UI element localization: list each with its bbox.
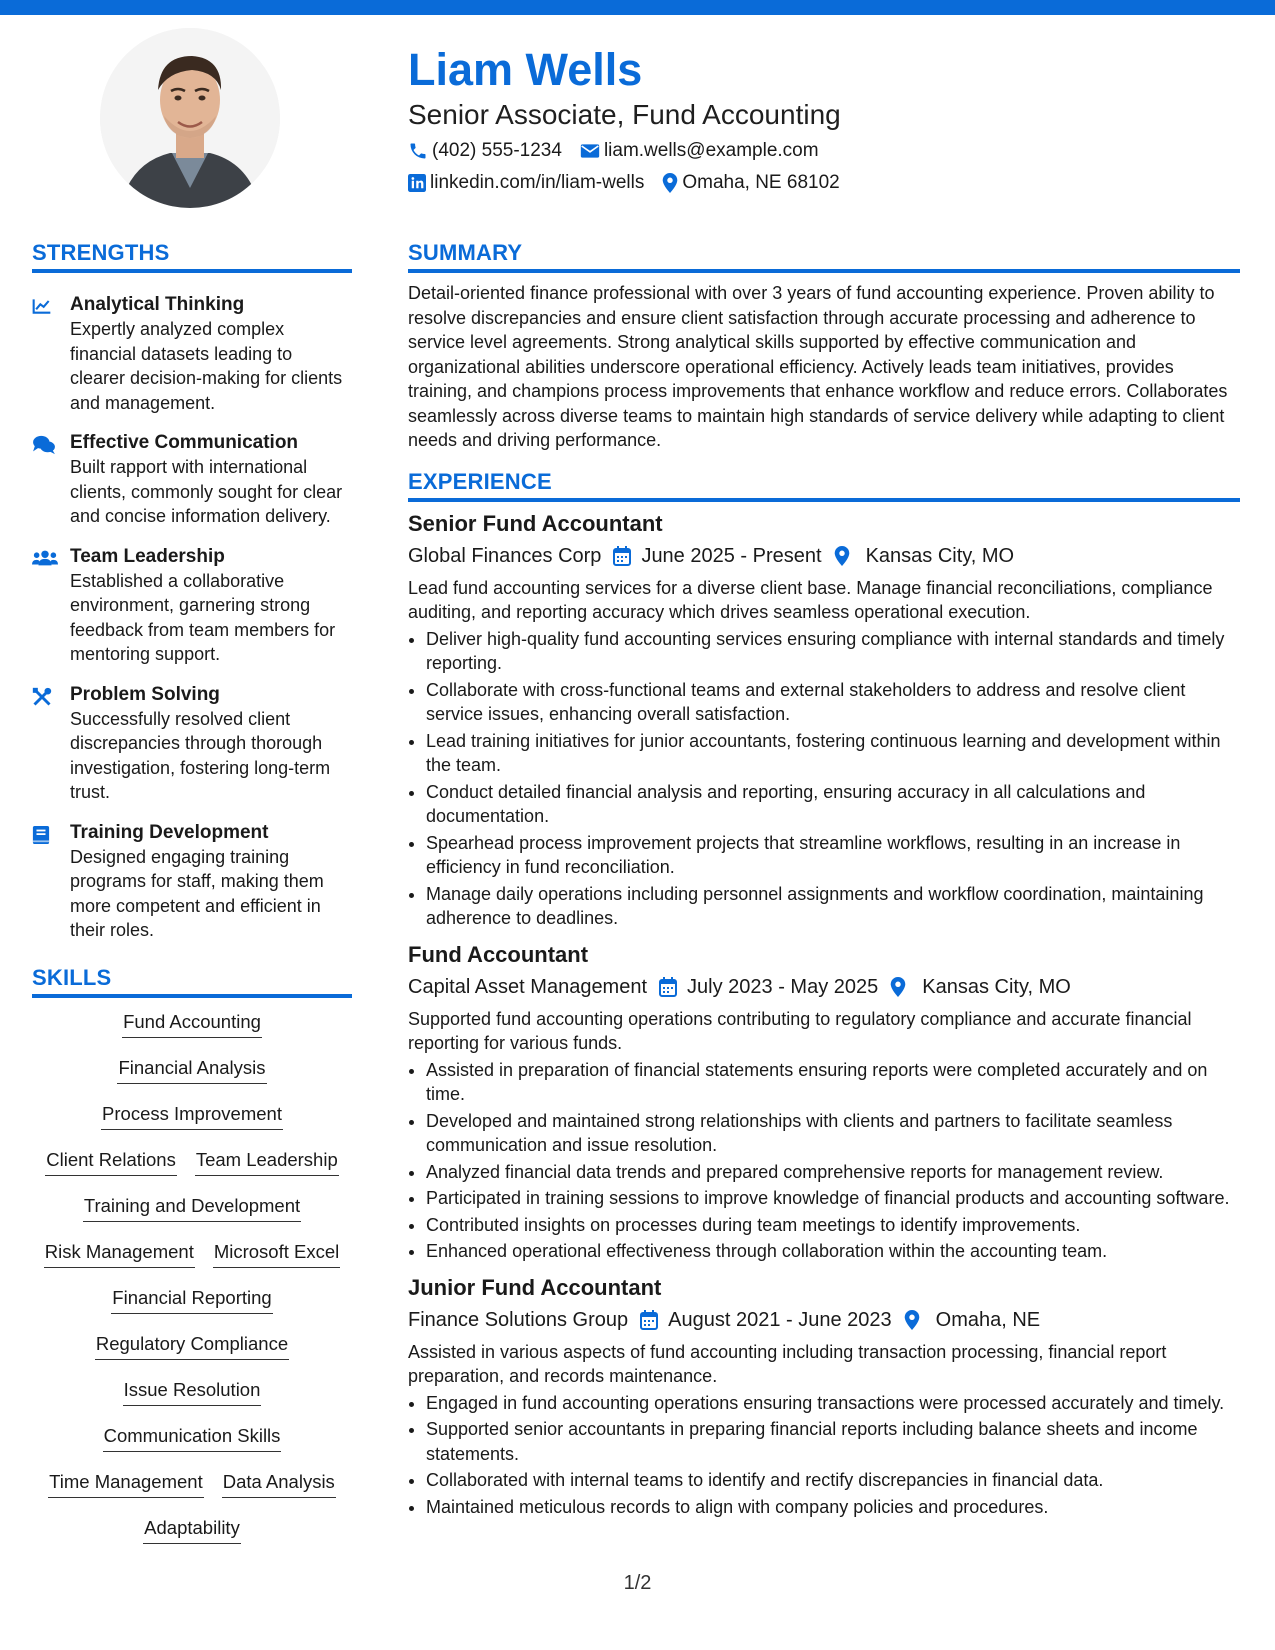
skill-tag: Risk Management bbox=[44, 1240, 195, 1268]
strength-item bbox=[32, 683, 352, 805]
phone-icon bbox=[408, 141, 428, 161]
job-bullet: • Contributed insights on processes during team meetings to identify improvements. bbox=[426, 1213, 1240, 1238]
skill-tag: Financial Reporting bbox=[111, 1286, 272, 1314]
strength-desc: Designed engaging training programs for staff, making them more competent and efficient in their roles. bbox=[70, 846, 324, 940]
strength-desc: Established a collaborative environment, garnering strong feedback from team members for mentoring support. bbox=[70, 570, 336, 664]
job-description: Assisted in various aspects of fund accounting including transaction processing, financial report preparation, and records maintenance. bbox=[408, 1341, 1167, 1386]
map-pin-icon bbox=[662, 173, 678, 193]
skill-tag: Adaptability bbox=[143, 1516, 241, 1544]
comments-icon bbox=[32, 435, 56, 455]
job-bullet: • Collaborated with internal teams to identify and rectify discrepancies in financial data. bbox=[426, 1468, 1240, 1493]
company-name: Finance Solutions Group bbox=[408, 1308, 629, 1331]
job-dates: July 2023 - May 2025 bbox=[687, 975, 879, 998]
strengths-heading: STRENGTHS bbox=[32, 240, 352, 273]
skill-tag: Microsoft Excel bbox=[213, 1240, 340, 1268]
job-entry bbox=[408, 1274, 1240, 1520]
location-contact bbox=[662, 170, 839, 196]
job-entry bbox=[408, 510, 1240, 931]
skill-tag: Issue Resolution bbox=[123, 1378, 262, 1406]
job-bullet: • Enhanced operational effectiveness through collaboration within the accounting team. bbox=[426, 1239, 1240, 1264]
email-contact[interactable] bbox=[580, 138, 819, 164]
strength-desc: Built rapport with international clients, commonly sought for clear and concise information delivery. bbox=[70, 457, 343, 526]
job-description: Supported fund accounting operations contributing to regulatory compliance and accurate financial reporting for various funds. bbox=[408, 1008, 1192, 1053]
resume-header bbox=[408, 42, 1248, 196]
job-bullet: • Collaborate with cross-functional teams and external stakeholders to address and resolve client service issues, enhancing overall satisfaction. bbox=[426, 678, 1240, 727]
users-icon bbox=[32, 549, 58, 567]
phone-text: (402) 555-1234 bbox=[432, 140, 562, 161]
strength-title: Problem Solving bbox=[70, 683, 220, 705]
skill-tag: Data Analysis bbox=[222, 1470, 336, 1498]
skill-tag: Process Improvement bbox=[101, 1102, 283, 1130]
left-column bbox=[32, 240, 352, 1562]
job-dates: August 2021 - June 2023 bbox=[668, 1308, 892, 1331]
candidate-title: Senior Associate, Fund Accounting bbox=[408, 99, 841, 130]
job-meta bbox=[408, 542, 1240, 570]
job-title: Junior Fund Accountant bbox=[408, 1274, 662, 1300]
strength-title: Team Leadership bbox=[70, 545, 225, 567]
skills-list bbox=[32, 1010, 352, 1562]
linkedin-text: linkedin.com/in/liam-wells bbox=[430, 172, 645, 193]
tools-icon bbox=[32, 687, 52, 707]
strength-item bbox=[32, 431, 352, 529]
strength-item bbox=[32, 293, 352, 415]
map-pin-icon bbox=[834, 546, 850, 566]
job-bullet: • Manage daily operations including personnel assignments and workflow coordination, maintaining adherence to deadlines. bbox=[426, 882, 1240, 931]
job-bullet: • Supported senior accountants in preparing financial reports including balance sheets and income statements. bbox=[426, 1417, 1240, 1466]
job-bullet: • Maintained meticulous records to align with company policies and procedures. bbox=[426, 1495, 1240, 1520]
job-dates: June 2025 - Present bbox=[641, 544, 822, 567]
linkedin-icon bbox=[408, 174, 426, 192]
job-bullet: • Conduct detailed financial analysis and reporting, ensuring accuracy in all calculations and documentation. bbox=[426, 780, 1240, 829]
skill-tag: Fund Accounting bbox=[122, 1010, 262, 1038]
skill-tag: Communication Skills bbox=[103, 1424, 282, 1452]
linkedin-contact[interactable] bbox=[408, 170, 644, 196]
book-icon bbox=[32, 825, 50, 845]
job-title: Senior Fund Accountant bbox=[408, 510, 663, 536]
right-column bbox=[408, 240, 1240, 1529]
summary-text: Detail-oriented finance professional with over 3 years of fund accounting experience. Proven ability to resolve discrepancies and ensure client satisfaction through accurate processing and adherence to service level agreements. Strong analytical skills supported by effective communication and organizational abilities underscore operational efficiency. Actively leads team initiatives, provides training, and champions process improvements that enhance workflow and reduce errors. Collaborates seamlessly across diverse teams to maintain high standards of service delivery while adapting to client needs and driving performance. bbox=[408, 283, 1228, 450]
skill-tag: Client Relations bbox=[45, 1148, 177, 1176]
top-accent-bar bbox=[0, 0, 1275, 15]
job-bullet: • Engaged in fund accounting operations ensuring transactions were processed accurately and timely. bbox=[426, 1391, 1240, 1416]
job-description: Lead fund accounting services for a diverse client base. Manage financial reconciliations, compliance auditing, and reporting accuracy which drives seamless operational execution. bbox=[408, 577, 1213, 622]
job-title: Fund Accountant bbox=[408, 941, 589, 967]
strength-desc: Expertly analyzed complex financial datasets leading to clearer decision-making for clients and management. bbox=[70, 319, 343, 413]
candidate-name: Liam Wells bbox=[408, 44, 643, 95]
job-bullet: • Spearhead process improvement projects that streamline workflows, resulting in an increase in efficiency in fund reconciliation. bbox=[426, 831, 1240, 880]
envelope-icon bbox=[580, 143, 600, 159]
skill-tag: Regulatory Compliance bbox=[95, 1332, 289, 1360]
job-bullets bbox=[408, 1058, 1240, 1264]
experience-heading: EXPERIENCE bbox=[408, 469, 1240, 502]
job-meta bbox=[408, 973, 1240, 1001]
summary-heading: SUMMARY bbox=[408, 240, 1240, 273]
email-text: liam.wells@example.com bbox=[603, 140, 819, 161]
calendar-icon bbox=[659, 977, 677, 997]
skill-tag: Training and Development bbox=[83, 1194, 301, 1222]
calendar-icon bbox=[640, 1310, 658, 1330]
job-bullet: • Deliver high-quality fund accounting services ensuring compliance with internal standards and timely reporting. bbox=[426, 627, 1240, 676]
skill-tag: Team Leadership bbox=[195, 1148, 339, 1176]
skill-tag: Time Management bbox=[48, 1470, 204, 1498]
contact-row-1 bbox=[408, 138, 1248, 164]
job-bullet: • Participated in training sessions to improve knowledge of financial products and accounting software. bbox=[426, 1186, 1240, 1211]
strength-title: Analytical Thinking bbox=[70, 294, 245, 315]
skill-tag: Financial Analysis bbox=[117, 1056, 266, 1084]
experience-list bbox=[408, 510, 1240, 1520]
job-meta bbox=[408, 1306, 1240, 1334]
job-bullet: • Analyzed financial data trends and prepared comprehensive reports for management review. bbox=[426, 1160, 1240, 1185]
location-text: Omaha, NE 68102 bbox=[682, 172, 840, 193]
page-number: 1/2 bbox=[623, 1572, 652, 1594]
contact-row-2 bbox=[408, 170, 1248, 196]
profile-photo bbox=[100, 28, 280, 208]
job-entry bbox=[408, 941, 1240, 1264]
map-pin-icon bbox=[890, 977, 906, 997]
job-location: Kansas City, MO bbox=[922, 975, 1071, 998]
job-bullets bbox=[408, 627, 1240, 931]
calendar-icon bbox=[613, 546, 631, 566]
job-bullet: • Assisted in preparation of financial statements ensuring reports were completed accurately and on time. bbox=[426, 1058, 1240, 1107]
strength-title: Effective Communication bbox=[70, 432, 299, 453]
strength-item bbox=[32, 545, 352, 667]
job-location: Kansas City, MO bbox=[865, 544, 1015, 567]
company-name: Global Finances Corp bbox=[408, 544, 602, 567]
phone-contact[interactable] bbox=[408, 138, 562, 164]
company-name: Capital Asset Management bbox=[408, 975, 648, 998]
strength-desc: Successfully resolved client discrepancies through thorough investigation, fostering long-term trust. bbox=[70, 708, 331, 802]
chart-line-icon bbox=[32, 297, 52, 315]
job-bullet: • Lead training initiatives for junior accountants, fostering continuous learning and development within the team. bbox=[426, 729, 1240, 778]
map-pin-icon bbox=[904, 1310, 920, 1330]
job-location: Omaha, NE bbox=[935, 1308, 1041, 1331]
job-bullet: • Developed and maintained strong relationships with clients and partners to facilitate seamless communication and issue resolution. bbox=[426, 1109, 1240, 1158]
strength-title: Training Development bbox=[70, 821, 269, 843]
job-bullets bbox=[408, 1391, 1240, 1520]
strength-item bbox=[32, 821, 352, 943]
skills-heading: SKILLS bbox=[32, 965, 352, 998]
